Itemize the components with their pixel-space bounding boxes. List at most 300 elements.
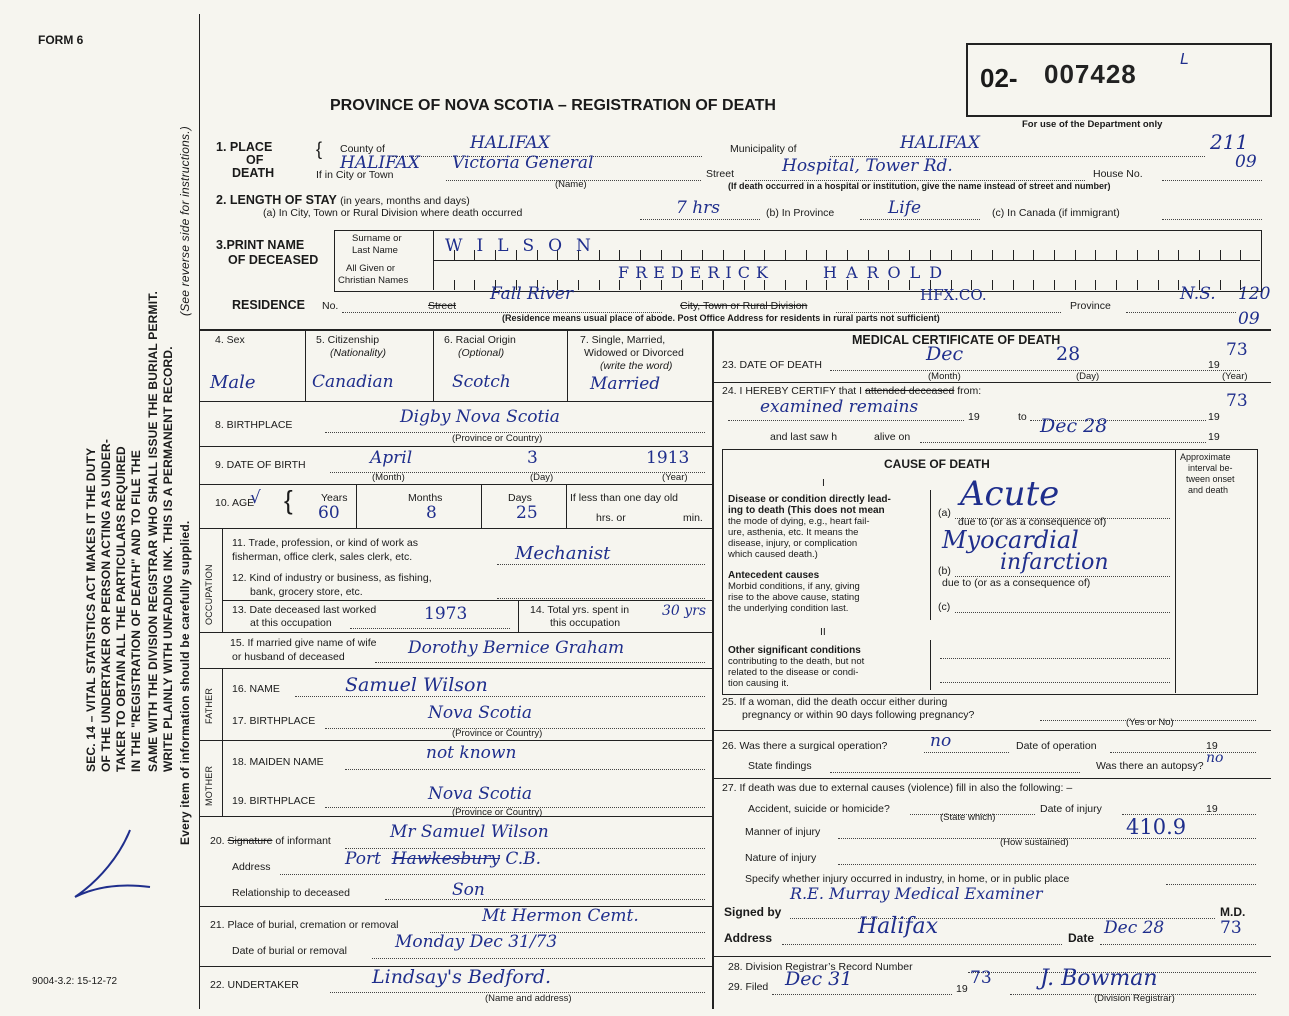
mother-bottom [199, 816, 712, 817]
side-text-line1: SEC. 14 – VITAL STATISTICS ACT MAKES IT THE DUTY [84, 447, 98, 772]
residence-note: (Residence means usual place of abode. Post Office Address for residents in rural parts not sufficient) [502, 313, 940, 323]
death-year: 73 [1226, 340, 1248, 360]
q25-sub: (Yes or No) [1126, 717, 1174, 728]
municipality-value: HALIFAX [900, 133, 980, 153]
undertaker-value: Lindsay's Bedford. [372, 966, 552, 988]
dob-month-sub: (Month) [372, 472, 405, 483]
interval-label-1: Approximate [1180, 452, 1231, 462]
row9-bottom [199, 484, 712, 485]
manner-label: Manner of injury [745, 826, 821, 838]
interval-label-3: tween onset [1186, 474, 1235, 484]
side-text-line3: TAKER TO OBTAIN ALL THE PARTICULARS REQUIRED [114, 446, 128, 772]
name-cell-tick [1158, 250, 1159, 260]
department-use-label: For use of the Department only [1022, 119, 1163, 130]
disease-label-1: Disease or condition directly lead- [728, 494, 891, 505]
signed-value: R.E. Murray Medical Examiner [790, 884, 1043, 903]
name-cell-tick [474, 280, 475, 290]
place-num: 1. PLACE [216, 140, 273, 154]
age-div-2 [481, 484, 482, 528]
certify-to-label: to [1018, 411, 1027, 423]
residence-province-label: Province [1070, 300, 1111, 312]
sex-label: 4. Sex [215, 334, 245, 346]
last-worked-value: 1973 [424, 604, 468, 624]
name-cell-tick [1013, 250, 1014, 260]
roman-1: I [822, 477, 825, 489]
name-cell-tick [806, 280, 807, 290]
row4-div-3 [567, 329, 568, 401]
stay-province-label: (b) In Province [766, 207, 835, 219]
death-year-prefix: 19 [1208, 359, 1220, 371]
q26-19: 19 [1206, 740, 1218, 752]
death-month: Dec [926, 343, 964, 365]
cause-c-label: (c) [938, 601, 951, 613]
row14-bottom [199, 632, 712, 633]
spouse-value: Dorothy Bernice Graham [408, 638, 625, 658]
city-label: If in City or Town [316, 169, 394, 181]
informant-address-label: Address [232, 861, 271, 873]
birthplace-label: 8. BIRTHPLACE [215, 419, 293, 431]
total-label-1: 14. Total yrs. spent in [530, 604, 630, 616]
q26-date-line [1110, 752, 1256, 753]
death-month-sub: (Month) [928, 371, 961, 382]
marital-label-1: 7. Single, Married, [580, 334, 666, 346]
name-cell-tick [1054, 250, 1055, 260]
residence-no-label: No. [322, 300, 339, 312]
surname-label-1: Surname or [352, 233, 402, 244]
name-cell-tick [806, 250, 807, 260]
sig-date-line [1100, 944, 1256, 945]
citizenship-label-2: (Nationality) [330, 347, 387, 359]
burial-date-value: Monday Dec 31/73 [395, 932, 558, 952]
undertaker-sub: (Name and address) [485, 993, 572, 1004]
surname-label-2: Last Name [352, 245, 398, 256]
q29-line [772, 994, 952, 995]
page-title: PROVINCE OF NOVA SCOTIA – REGISTRATION OF DEATH [330, 97, 776, 114]
row8-bottom [199, 446, 712, 447]
trade-line [497, 564, 705, 565]
due-to-label-1: due to (or as a consequence of) [958, 516, 1107, 528]
sig-address-line [782, 944, 1062, 945]
name-cell-tick [1116, 250, 1117, 260]
q26-label: 26. Was there a surgical operation? [722, 740, 888, 752]
house-label: House No. [1093, 168, 1143, 180]
department-code-4: 09 [1238, 309, 1260, 329]
brace-1: { [316, 139, 323, 159]
hrs-label: hrs. or [596, 512, 626, 524]
birthplace-value: Digby Nova Scotia [400, 407, 560, 427]
column-divider [712, 329, 714, 1009]
name-cell-tick [971, 250, 972, 260]
relationship-label: Relationship to deceased [232, 887, 350, 899]
name-cell-tick [826, 250, 827, 260]
dob-label: 9. DATE OF BIRTH [215, 459, 306, 471]
injury-19: 19 [1206, 803, 1218, 815]
side-text-instructions: (See reverse side for instructions.) [178, 126, 192, 316]
age-days: 25 [516, 503, 538, 523]
spouse-label-1: 15. If married give name of wife [230, 637, 377, 649]
street-value: Hospital, Tower Rd. [782, 156, 953, 176]
registration-prefix: 02- [980, 63, 1018, 93]
name-cell-tick [1178, 250, 1179, 260]
injury-date-label: Date of injury [1040, 803, 1102, 815]
less-than-day-label: If less than one day old [570, 492, 678, 504]
total-label-2: this occupation [550, 617, 621, 629]
q28-label: 28. Division Registrar’s Record Number [728, 961, 913, 973]
registrar-sub: (Division Registrar) [1094, 993, 1175, 1004]
age-label: 10. AGE [215, 497, 255, 509]
certify-value: examined remains [760, 397, 919, 417]
death-date-label: 23. DATE OF DEATH [722, 359, 822, 371]
cause-b-value-1: Myocardial [942, 526, 1079, 554]
antecedent-label-1: Antecedent causes [728, 570, 820, 581]
name-cell-tick [1033, 280, 1034, 290]
q29-year: 73 [970, 968, 992, 988]
side-text-line6: WRITE PLAINLY WITH UNFADING INK. THIS IS A PERMANENT RECORD. [161, 346, 175, 772]
last-worked-label-2: at this occupation [250, 617, 332, 629]
total-value: 30 yrs [662, 603, 707, 619]
spouse-label-2: or husband of deceased [232, 651, 345, 663]
name-cell-tick [702, 250, 703, 260]
stay-city-value: 7 hrs [676, 198, 721, 218]
name-cell-tick [868, 250, 869, 260]
death-date-line [830, 370, 1240, 371]
other-label-4: tion causing it. [728, 678, 789, 689]
certify-label: 24. I HEREBY CERTIFY that I attended deceased from: [722, 385, 982, 397]
name-cell-tick [1137, 250, 1138, 260]
informant-label: 20. Signature of informant [210, 835, 331, 847]
name-cell-tick [1033, 250, 1034, 260]
trade-label-2: fisherman, office clerk, sales clerk, etc. [232, 551, 413, 563]
months-label: Months [408, 492, 443, 504]
burial-date-line [372, 958, 705, 959]
q26-date-label: Date of operation [1016, 740, 1097, 752]
cause-b-value-2: infarction [1000, 550, 1109, 575]
signed-by-label: Signed by [724, 905, 782, 919]
antecedent-label-4: the underlying condition last. [728, 603, 849, 614]
name-cell-tick [1220, 250, 1221, 260]
department-code-3: 120 [1238, 284, 1271, 304]
certify-to-date: Dec 28 [1040, 415, 1108, 437]
cause-b-label: (b) [938, 565, 951, 577]
name-grid-row [433, 260, 1260, 261]
parents-side-div [222, 668, 223, 816]
disease-label-4: ure, asthenia, etc. It means the [728, 527, 859, 538]
registration-number-box [966, 43, 1272, 117]
informant-address: Port Hawkesbury C.B. [345, 849, 542, 869]
name-cell-tick [1240, 250, 1241, 260]
interval-label-2: interval be- [1188, 463, 1233, 473]
row15-bottom [199, 668, 712, 669]
house-line [1162, 180, 1262, 181]
informant-address-line [280, 874, 705, 875]
certify-from-line [728, 420, 964, 421]
age-months: 8 [426, 503, 437, 523]
stay-canada-label: (c) In Canada (if immigrant) [992, 207, 1120, 219]
row13-div [518, 600, 519, 632]
maiden-label: 18. MAIDEN NAME [232, 756, 324, 768]
roman-2: II [820, 626, 826, 638]
name-cell-tick [847, 250, 848, 260]
address-label: Address [724, 931, 773, 945]
other-label-2: contributing to the death, but not [728, 656, 865, 667]
dob-day-sub: (Day) [530, 472, 554, 483]
stay-city-label: (a) In City, Town or Rural Division where death occurred [263, 207, 523, 219]
surname-value: WILSON [445, 236, 605, 256]
name-cell-tick [785, 250, 786, 260]
q27-code: 410.9 [1126, 815, 1187, 839]
racial-label-2: (Optional) [458, 347, 505, 359]
name-cell-tick [1054, 280, 1055, 290]
industry-label-1: 12. Kind of industry or business, as fishing, [232, 572, 432, 584]
name-cell-tick [1158, 280, 1159, 290]
age-years: 60 [318, 503, 340, 523]
row25-bottom [712, 730, 1271, 731]
q26-value: no [930, 731, 952, 751]
undertaker-label: 22. UNDERTAKER [210, 979, 299, 991]
other-line-2 [940, 682, 1170, 683]
county-value: HALIFAX [470, 133, 550, 153]
burial-place-value: Mt Hermon Cemt. [482, 906, 639, 926]
upper-section-divider [199, 329, 1271, 331]
specify-label: Specify whether injury occurred in industry, in home, or in public place [745, 873, 1070, 885]
death-day-sub: (Day) [1076, 371, 1100, 382]
disease-label-3: the mode of dying, e.g., heart fail- [728, 516, 870, 527]
interval-label-4: and death [1188, 485, 1229, 495]
other-label-3: related to the disease or condi- [728, 667, 859, 678]
name-cell-tick [1220, 280, 1221, 290]
certify-19-b: 19 [1208, 411, 1220, 423]
sex-value: Male [210, 372, 256, 393]
relationship-value: Son [452, 880, 485, 900]
name-cell-tick [1199, 250, 1200, 260]
name-cell-tick [681, 250, 682, 260]
cause-ab-div [930, 490, 931, 620]
father-birthplace-value: Nova Scotia [428, 703, 533, 723]
alive-label: alive on [874, 431, 911, 443]
certify-19-c: 19 [1208, 431, 1220, 443]
min-label: min. [683, 512, 703, 524]
q26-autopsy-label: Was there an autopsy? [1096, 760, 1204, 772]
burial-date-label: Date of burial or removal [232, 945, 347, 957]
residence-street-value: Fall River [490, 284, 574, 304]
antecedent-label-2: Morbid conditions, if any, giving [728, 581, 860, 592]
mother-birthplace-value: Nova Scotia [428, 784, 533, 804]
dob-year: 1913 [646, 448, 690, 468]
other-line-1 [940, 658, 1170, 659]
name-cell-tick [888, 250, 889, 260]
q27-label: 27. If death was due to external causes (violence) fill in also the following: – [722, 782, 1073, 794]
name-cell-tick [661, 250, 662, 260]
age-div-1 [356, 484, 357, 528]
nature-line [838, 864, 1256, 865]
name-cell-tick [785, 280, 786, 290]
mother-side-label: MOTHER [204, 765, 214, 806]
department-code-1: 211 [1210, 130, 1249, 154]
q25-label-1: 25. If a woman, did the death occur either during [722, 696, 948, 708]
row26-bottom [712, 778, 1271, 779]
nature-label: Nature of injury [745, 852, 817, 864]
sig-address-value: Halifax [858, 914, 939, 939]
sustained-sub: (How sustained) [1000, 837, 1069, 848]
deceased-label-2: OF DECEASED [228, 253, 319, 267]
q26-findings-line [830, 772, 1080, 773]
father-name-value: Samuel Wilson [345, 674, 488, 696]
disease-label-6: which caused death.) [728, 549, 818, 560]
stay-canada-line [1162, 219, 1262, 220]
dob-day: 3 [527, 448, 538, 468]
name-cell-tick [723, 250, 724, 260]
name-cell-tick [930, 250, 931, 260]
row23-bottom [712, 382, 1271, 383]
hospital-name: Victoria General [452, 153, 594, 173]
marital-value: Married [590, 374, 661, 394]
father-bottom [199, 740, 712, 741]
cause-other-div [930, 640, 931, 690]
stay-province-line [860, 219, 980, 220]
row12-bottom [222, 600, 712, 601]
residence-province-line [1126, 312, 1236, 313]
given-label-1: All Given or [346, 263, 396, 274]
residence-division-value: HFX.CO. [920, 286, 987, 304]
name-cell-tick [1240, 280, 1241, 290]
row4-bottom [199, 401, 712, 402]
disease-label-5: disease, injury, or complication [728, 538, 858, 549]
name-cell-tick [1095, 280, 1096, 290]
name-cell-tick [454, 280, 455, 290]
place-note: (If death occurred in a hospital or institution, give the name instead of street and number) [728, 181, 1111, 191]
name-cell-tick [1095, 250, 1096, 260]
occupation-side-label: OCCUPATION [204, 564, 214, 625]
name-cell-tick [992, 280, 993, 290]
certify-to-year: 73 [1226, 391, 1248, 411]
informant-name: Mr Samuel Wilson [390, 822, 549, 842]
place-label-death: DEATH [232, 166, 275, 180]
residence-street-label: Street [428, 300, 457, 312]
row4-div-1 [305, 329, 306, 401]
last-worked-label-1: 13. Date deceased last worked [232, 604, 377, 616]
trade-label-1: 11. Trade, profession, or kind of work as [232, 537, 418, 549]
registration-suffix: L [1180, 51, 1189, 68]
days-label: Days [508, 492, 532, 504]
age-brace: { [284, 485, 293, 515]
industry-line [497, 598, 705, 599]
md-label: M.D. [1220, 905, 1246, 919]
row10-bottom [199, 528, 712, 529]
name-cell-tick [619, 250, 620, 260]
last-worked-line [350, 628, 510, 629]
maiden-line [345, 769, 705, 770]
burial-place-label: 21. Place of burial, cremation or removal [210, 919, 399, 931]
county-label: County of [340, 143, 385, 155]
cause-a-label: (a) [938, 507, 951, 519]
stay-city-line [640, 219, 760, 220]
cause-title: CAUSE OF DEATH [884, 457, 990, 471]
alive-line [920, 442, 1206, 443]
spouse-line [375, 662, 705, 663]
father-birthplace-sub: (Province or Country) [452, 728, 543, 739]
given-label-2: Christian Names [338, 275, 409, 286]
last-saw-label: and last saw h [770, 431, 838, 443]
name-cell-tick [764, 250, 765, 260]
name-cell-tick [1075, 250, 1076, 260]
father-name-line [295, 696, 705, 697]
registrar-signature: J. Bowman [1040, 966, 1158, 991]
name-cell-tick [909, 250, 910, 260]
name-cell-tick [1116, 280, 1117, 290]
name-cell-tick [1137, 280, 1138, 290]
cause-c-line [955, 612, 1170, 613]
racial-value: Scotch [452, 372, 511, 392]
sig-date-value: Dec 28 [1104, 918, 1165, 938]
place-label-of: OF [246, 153, 264, 167]
q26-line [924, 752, 1009, 753]
name-cell-tick [1178, 280, 1179, 290]
row4-div-2 [433, 329, 434, 401]
registration-number: 007428 [1044, 59, 1137, 89]
birthplace-sub: (Province or Country) [452, 433, 543, 444]
father-side-label: FATHER [204, 687, 214, 724]
death-year-sub: (Year) [1222, 371, 1248, 382]
q29-19: 19 [956, 983, 968, 995]
form-left-border [199, 14, 200, 1009]
q26-autopsy-value: no [1206, 750, 1224, 766]
side-text-line4: IN THE "REGISTRATION OF DEATH" AND TO FILE THE [129, 449, 143, 772]
dob-year-sub: (Year) [662, 472, 688, 483]
antecedent-label-3: rise to the above cause, stating [728, 592, 860, 603]
name-cell-tick [992, 250, 993, 260]
municipality-label: Municipality of [730, 143, 797, 155]
marital-label-3: (write the word) [600, 360, 673, 372]
residence-label: RESIDENCE [232, 298, 305, 312]
maiden-value: not known [426, 743, 517, 763]
street-label: Street [706, 168, 735, 180]
marital-label-2: Widowed or Divorced [584, 347, 684, 359]
side-text-every-item: Every item of information should be carefully supplied. [178, 520, 192, 845]
mother-birthplace-sub: (Province or Country) [452, 807, 543, 818]
name-cell-tick [578, 280, 579, 290]
other-label-1: Other significant conditions [728, 645, 861, 656]
due-to-label-2: due to (or as a consequence of) [942, 577, 1091, 589]
cause-interval-div [1175, 449, 1176, 693]
q29-filed-value: Dec 31 [785, 968, 853, 990]
name-cell-tick [1013, 280, 1014, 290]
racial-label-1: 6. Racial Origin [444, 334, 516, 346]
specify-line [1166, 884, 1256, 885]
citizenship-label-1: 5. Citizenship [316, 334, 380, 346]
deceased-label-1: 3.PRINT NAME [216, 238, 305, 252]
department-code-2: 09 [1235, 152, 1257, 172]
name-cell-tick [951, 250, 952, 260]
residence-division-label: City, Town or Rural Division [680, 300, 808, 312]
stay-title: 2. LENGTH OF STAY (in years, months and days) [216, 193, 470, 207]
age-check: √ [250, 488, 261, 508]
margin-mark-l [60, 825, 160, 905]
stay-province-value: Life [888, 198, 922, 218]
citizenship-value: Canadian [312, 372, 394, 392]
industry-label-2: bank, grocery store, etc. [250, 586, 363, 598]
signature-bottom [712, 956, 1271, 957]
certify-19-a: 19 [968, 411, 980, 423]
years-label: Years [321, 492, 348, 504]
death-day: 28 [1056, 343, 1081, 365]
father-name-label: 16. NAME [232, 683, 280, 695]
medical-title: MEDICAL CERTIFICATE OF DEATH [852, 333, 1061, 347]
residence-province-value: N.S. [1180, 284, 1216, 304]
mother-birthplace-label: 19. BIRTHPLACE [232, 795, 316, 807]
q26-findings-label: State findings [748, 760, 812, 772]
form-code: 9004-3.2: 15-12-72 [32, 976, 118, 987]
name-cell-tick [599, 280, 600, 290]
